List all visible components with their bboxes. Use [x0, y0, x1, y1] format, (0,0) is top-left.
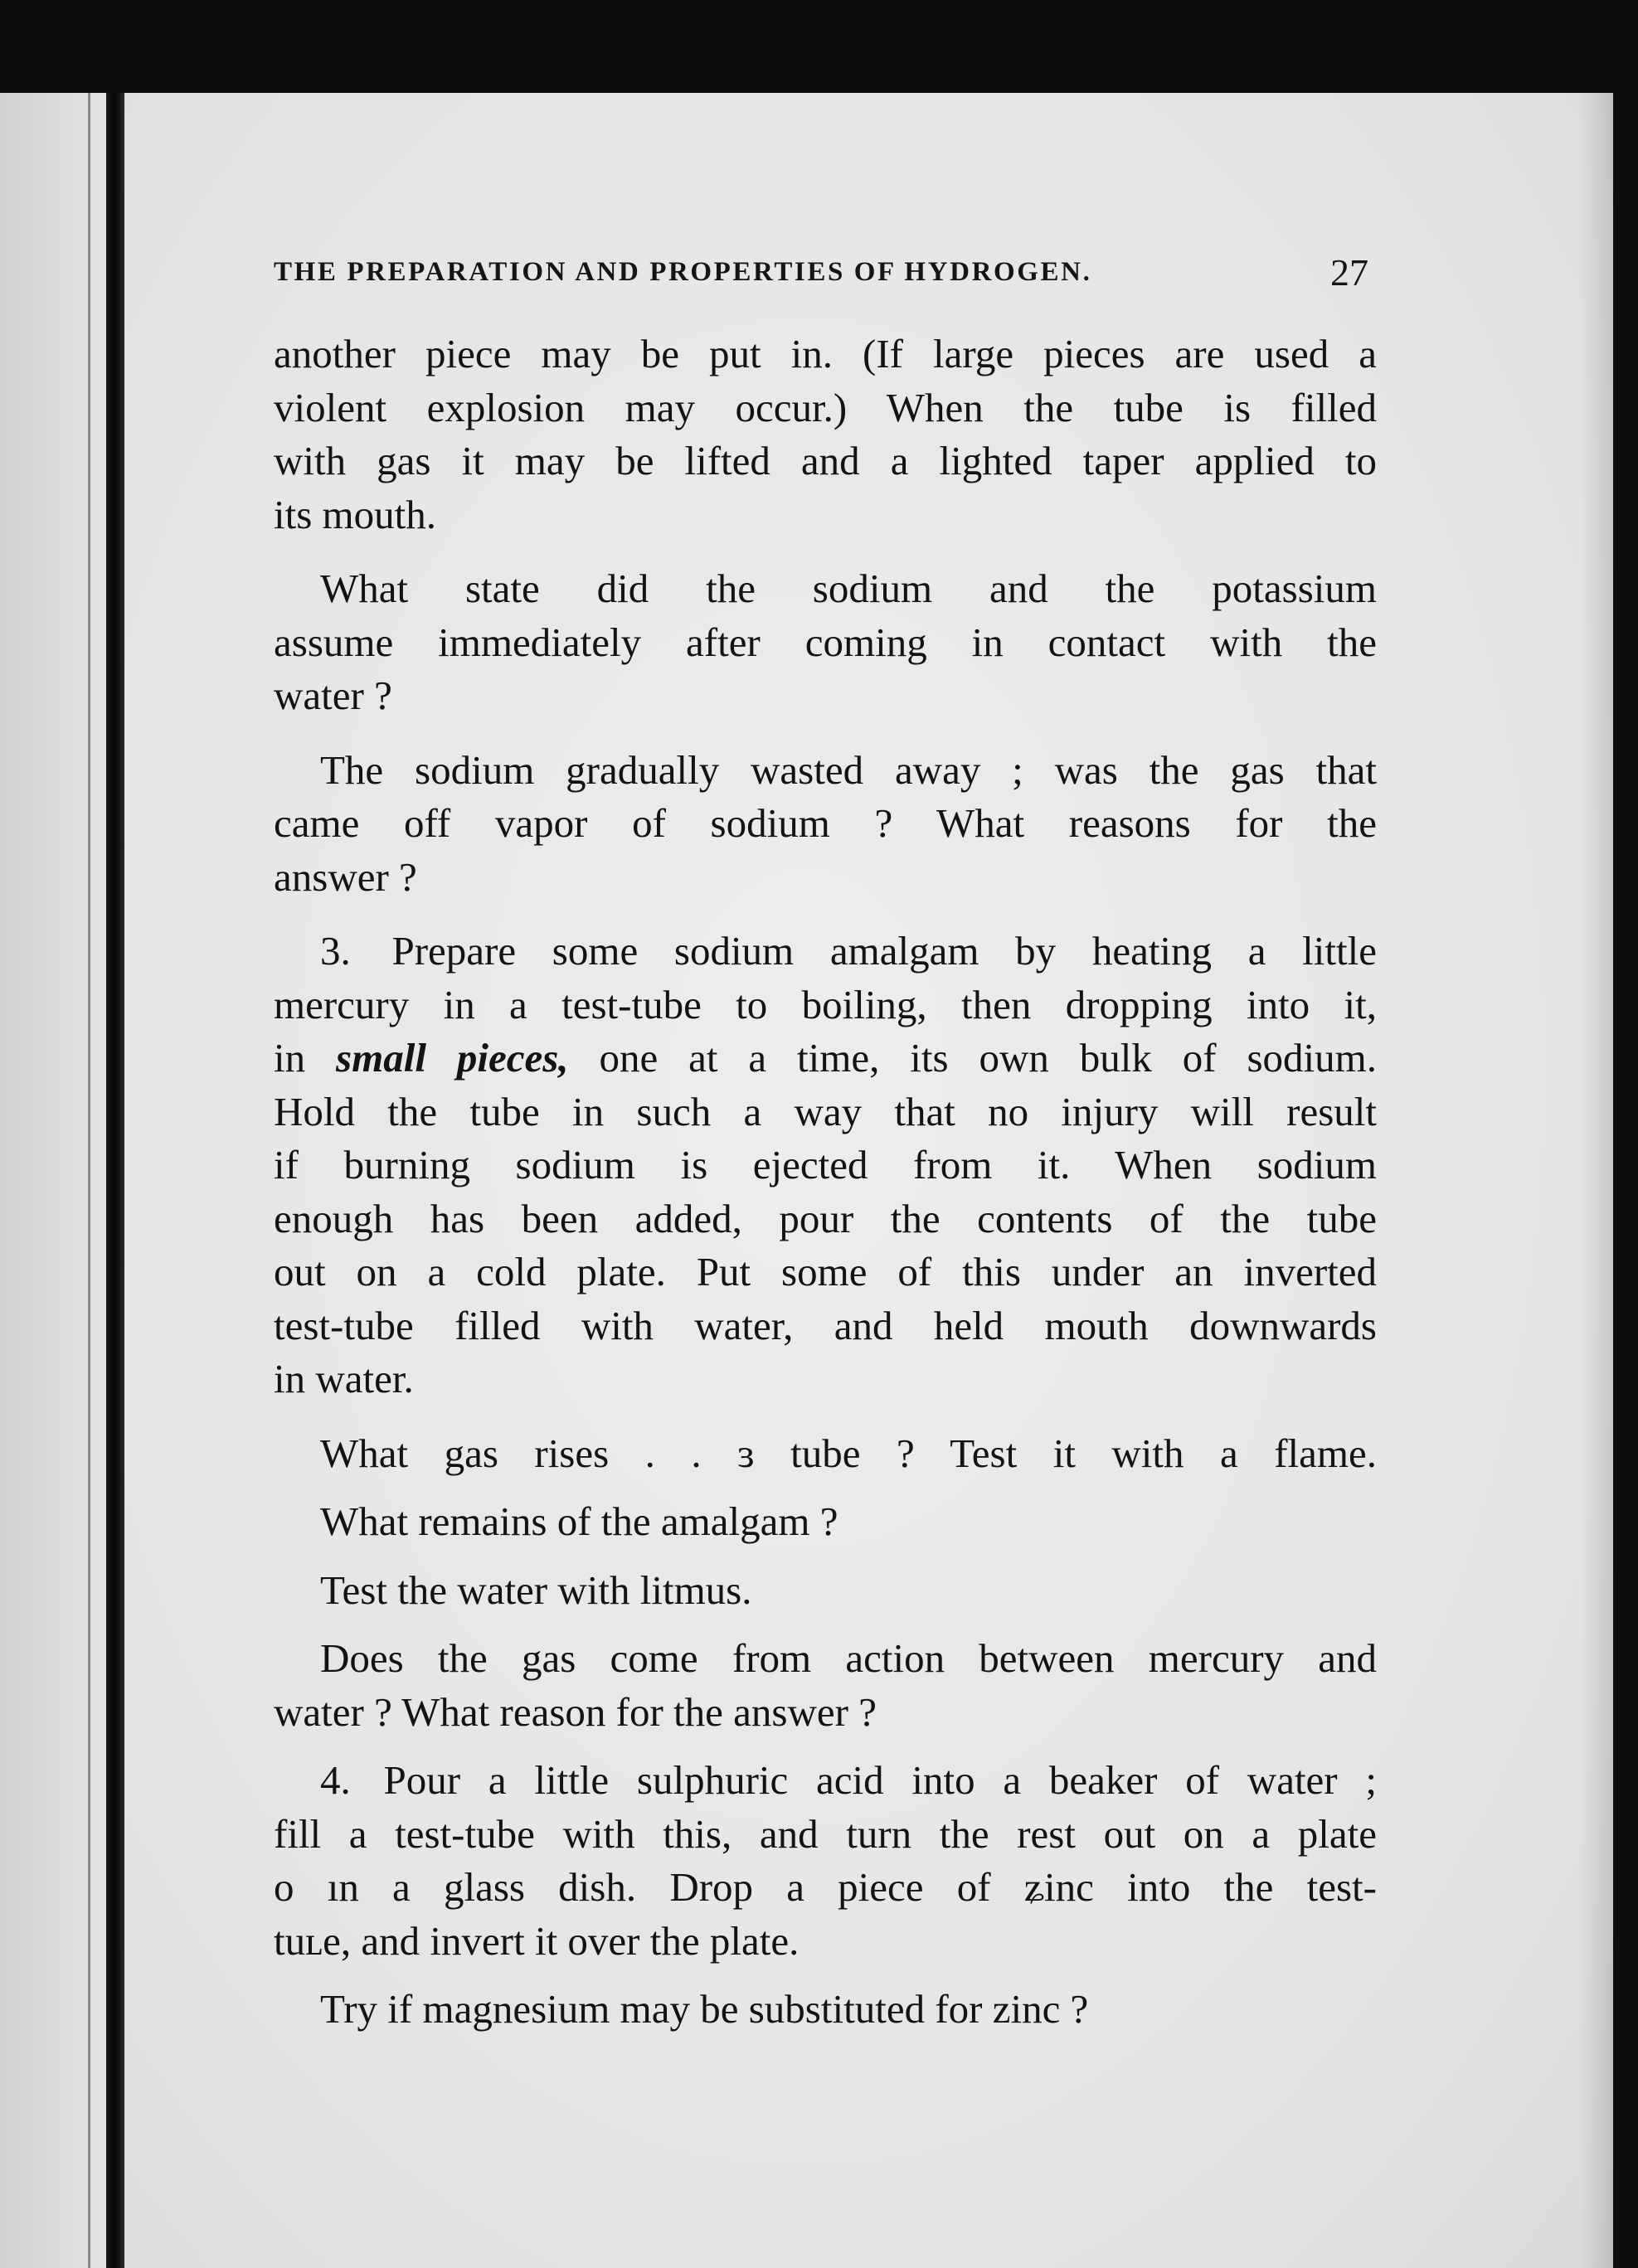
paragraph-3: [274, 744, 1377, 905]
line-text: Prepare some sodium amalgam by heating a little: [391, 928, 1377, 974]
page-number: 27: [1330, 251, 1368, 294]
text-line: if burning sodium is ejected from it. When sodium: [274, 1142, 1377, 1187]
text-line: Test the water with litmus.: [320, 1566, 752, 1613]
line-text: in: [274, 1035, 306, 1081]
text-line: test-tube filled with water, and held mouth downwards: [274, 1302, 1377, 1348]
paragraph-litmus: [274, 1564, 1377, 1618]
right-border: [1613, 93, 1638, 2268]
text-line: water ?: [274, 673, 392, 718]
text-line: tuʟe, and invert it over the plate.: [274, 1917, 800, 1964]
text-line: out on a cold plate. Put some of this under an inverted: [274, 1249, 1377, 1294]
text-line: [274, 1754, 1377, 1808]
text-line: Hold the tube in such a way that no injury will result: [274, 1088, 1377, 1134]
gutter-edge-line: [88, 93, 90, 2268]
text-line: violent explosion may occur.) When the tube is filled: [274, 384, 1377, 430]
text-line: [274, 1032, 1377, 1085]
text-line: The sodium gradually wasted away ; was the gas that: [320, 746, 1377, 793]
text-line: [274, 925, 1377, 979]
paragraph-3-numbered: [274, 925, 1377, 1406]
text-line: another piece may be put in. (If large pieces are used a: [274, 331, 1377, 376]
text-line: assume immediately after coming in contact with the: [274, 619, 1377, 665]
paragraph-1: [274, 328, 1377, 542]
text-line: water ? What reason for the answer ?: [274, 1688, 877, 1735]
text-line: What state did the sodium and the potassium: [320, 566, 1377, 611]
paragraph-2: [274, 562, 1377, 723]
text-line: enough has been added, pour the contents of the tube: [274, 1195, 1377, 1241]
text-line: mercury in a test-tube to boiling, then dropping into it,: [274, 981, 1377, 1027]
item-number: 3.: [320, 928, 351, 974]
item-number: 4.: [320, 1757, 351, 1803]
text-line: fill a test-tube with this, and turn the rest out on a plate: [274, 1810, 1377, 1857]
text-line: in water.: [274, 1356, 414, 1401]
body-text: [274, 328, 1377, 2037]
book-spine-shadow: [106, 93, 124, 2268]
paragraph-4-numbered: [274, 1754, 1377, 1968]
text-line: with gas it may be lifted and a lighted taper applied to: [274, 438, 1377, 483]
line-text: one at a time, its own bulk of sodium.: [599, 1035, 1378, 1081]
text-line: came off vapor of sodium ? What reasons for the: [274, 800, 1377, 846]
text-line: its mouth.: [274, 491, 437, 537]
running-head: THE PREPARATION AND PROPERTIES OF HYDROGEN.: [274, 257, 1092, 287]
text-line: What gas rises . . ɜ tube ? Test it with a flame.: [320, 1430, 1377, 1476]
paragraph-magnesium: [274, 1983, 1377, 2037]
right-edge-shadow: [1580, 93, 1613, 2268]
line-text: Pour a little sulphuric acid into a beaker of water ;: [383, 1757, 1377, 1803]
text-line: Does the gas come from action between mercury and: [320, 1635, 1377, 1681]
emphasis-text: small pieces,: [336, 1035, 569, 1081]
paragraph-question-mercury: [274, 1632, 1377, 1739]
paragraph-question-gas: [274, 1427, 1377, 1481]
page-header: [274, 250, 1368, 300]
text-line: Try if magnesium may be substituted for zinc ?: [320, 1986, 1089, 2032]
text-line: o ın a glass dish. Drop a piece of ʑinc into the test-: [274, 1864, 1377, 1910]
text-line: answer ?: [274, 853, 417, 900]
paragraph-question-amalgam: [274, 1495, 1377, 1549]
text-line: What remains of the amalgam ?: [320, 1498, 838, 1544]
